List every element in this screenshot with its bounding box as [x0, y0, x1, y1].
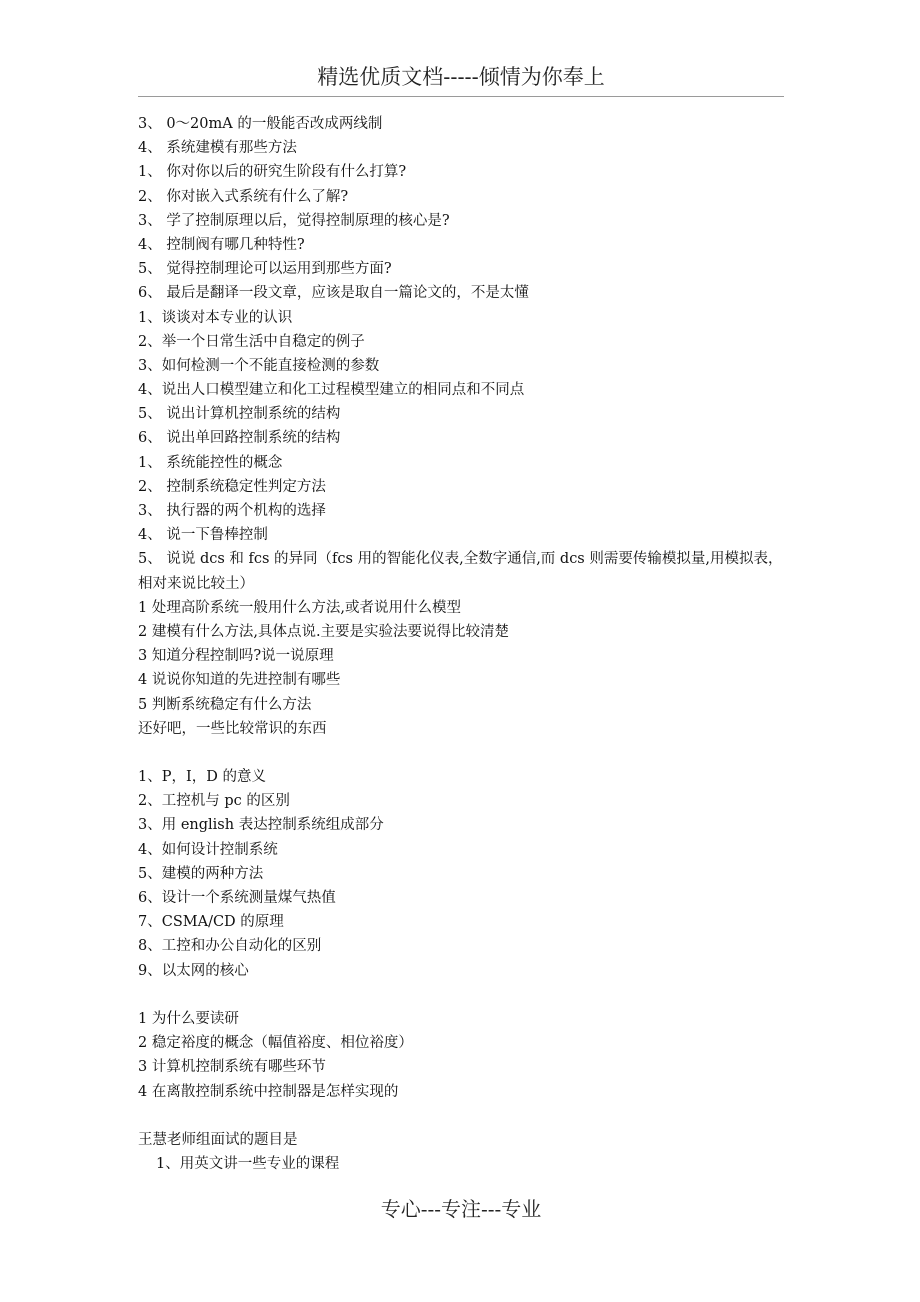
header-divider — [138, 96, 784, 97]
text-line: 3 计算机控制系统有哪些环节 — [138, 1059, 326, 1076]
text-line: 9、以太网的核心 — [138, 962, 249, 979]
blank-line — [138, 741, 784, 765]
text-line: 3 知道分程控制吗?说一说原理 — [138, 648, 334, 665]
text-line: 4 在离散控制系统中控制器是怎样实现的 — [138, 1083, 399, 1100]
text-line: 6、设计一个系统测量煤气热值 — [138, 890, 336, 907]
text-line: 3、 学了控制原理以后，觉得控制原理的核心是? — [138, 212, 450, 229]
document-body — [138, 112, 784, 1176]
text-line-indented: 1、用英文讲一些专业的课程 — [156, 1156, 340, 1173]
text-line: 4、 系统建模有那些方法 — [138, 140, 297, 157]
text-line: 2 稳定裕度的概念（幅值裕度、相位裕度） — [138, 1035, 413, 1052]
text-line: 5、 觉得控制理论可以运用到那些方面? — [138, 261, 392, 278]
text-line: 4、 说一下鲁棒控制 — [138, 527, 268, 544]
text-line: 3、如何检测一个不能直接检测的参数 — [138, 357, 380, 374]
text-line: 1、 系统能控性的概念 — [138, 454, 283, 471]
text-line: 6、 最后是翻译一段文章，应该是取自一篇论文的，不是太懂 — [138, 285, 529, 302]
text-line: 1 处理高阶系统一般用什么方法,或者说用什么模型 — [138, 599, 461, 616]
text-line: 1、P，I，D 的意义 — [138, 769, 266, 786]
text-line: 2、举一个日常生活中自稳定的例子 — [138, 333, 365, 350]
blank-line — [138, 1104, 784, 1128]
text-line: 4、如何设计控制系统 — [138, 841, 278, 858]
text-line: 王慧老师组面试的题目是 — [138, 1131, 298, 1148]
text-line: 4、 控制阀有哪几种特性? — [138, 236, 305, 253]
text-line: 1、 你对你以后的研究生阶段有什么打算? — [138, 164, 407, 181]
text-line: 3、用 english 表达控制系统组成部分 — [138, 817, 384, 834]
text-line: 2、工控机与 pc 的区别 — [138, 793, 290, 810]
blank-line — [138, 983, 784, 1007]
text-line-wrapped: 5、 说说 dcs 和 fcs 的异同（fcs 用的智能化仪表,全数字通信,而 dcs 则需要传输模拟量,用模拟表，相对来说比较土） — [138, 551, 783, 592]
text-line: 5、 说出计算机控制系统的结构 — [138, 406, 341, 423]
text-line: 1 为什么要读研 — [138, 1010, 239, 1027]
page-header: 精选优质文档-----倾情为你奉上 — [317, 65, 605, 89]
text-line: 7、CSMA/CD 的原理 — [138, 914, 284, 931]
text-line: 3、 执行器的两个机构的选择 — [138, 503, 326, 519]
text-line: 5、建模的两种方法 — [138, 865, 264, 882]
text-line: 5 判断系统稳定有什么方法 — [138, 696, 312, 713]
text-line: 2、 控制系统稳定性判定方法 — [138, 478, 326, 495]
text-line: 3、 0～20mA 的一般能否改成两线制 — [138, 116, 383, 132]
text-line: 1、谈谈对本专业的认识 — [138, 309, 293, 326]
text-line: 8、工控和办公自动化的区别 — [138, 938, 322, 955]
text-line: 2 建模有什么方法,具体点说.主要是实验法要说得比较清楚 — [138, 623, 510, 640]
text-line: 6、 说出单回路控制系统的结构 — [138, 430, 341, 447]
text-line: 4、说出人口模型建立和化工过程模型建立的相同点和不同点 — [138, 382, 525, 399]
text-line: 2、 你对嵌入式系统有什么了解? — [138, 188, 349, 205]
text-line: 4 说说你知道的先进控制有哪些 — [138, 672, 341, 689]
text-line: 还好吧，一些比较常识的东西 — [138, 720, 327, 737]
page-footer: 专心---专注---专业 — [380, 1197, 542, 1221]
